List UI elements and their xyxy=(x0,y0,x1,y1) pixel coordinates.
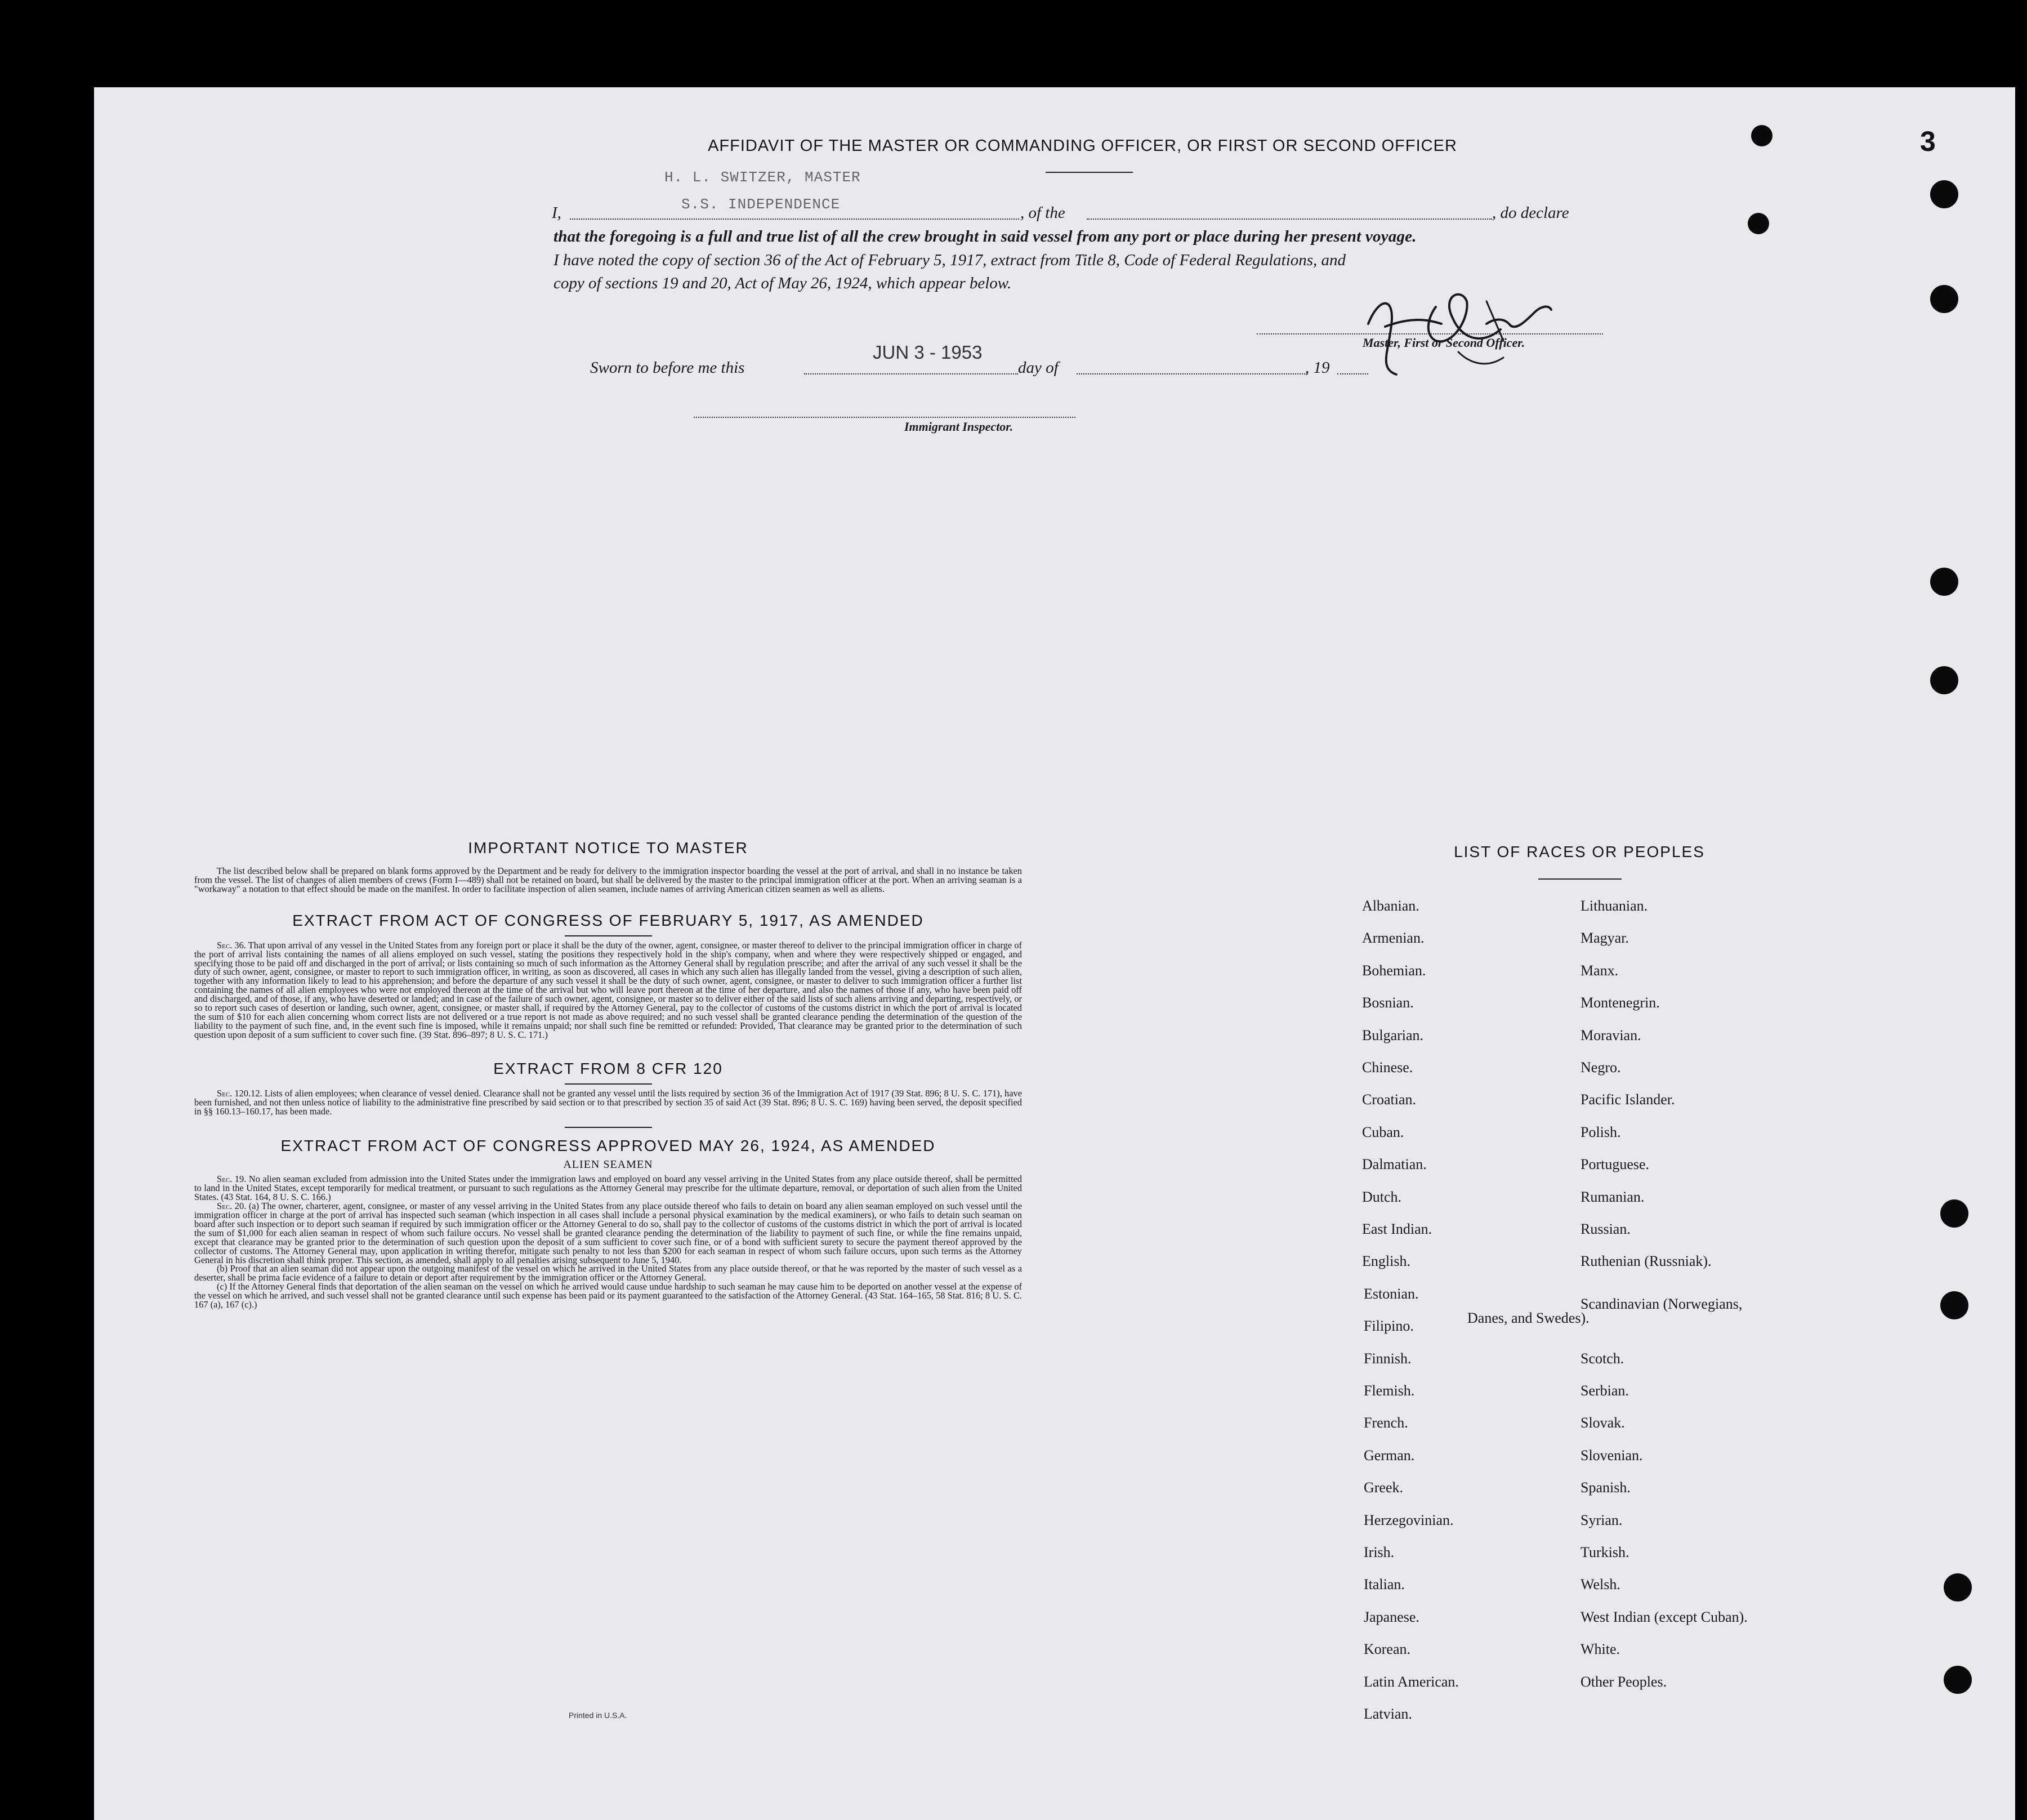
sec-36-body: That upon arrival of any vessel in the United States from any foreign port or place it shall be the duty of the owner, agent, consignee, or master thereof to deliver to the principal immigration officer in charge of the port of arrival lists containing the names of all aliens employed on such vessel, stating the positions they respectively hold in the ship's company, when and where they were respectively shipped or engaged, and specifying those to be paid off and discharged in the port of arrival; or lists containing so much of such information as the Attorney General shall by regulation prescribe; and after the arrival of any such vessel it shall be the duty of such owner, agent, consignee, or master to report to such immigration officer, in writing, as soon as discovered, all cases in which any such alien has illegally landed from the vessel, giving a description of such alien, together with any information likely to lead to his apprehension; and before the departure of any such vessel it shall be the duty of such owner, agent, consignee, or master to deliver to such immigration officer a further list containing the names of all alien employees who were not employed thereon at the time of the arrival but who will leave port thereon at the time of her departure, and also the names of those if any, who have been paid off and discharged, and of those, if any, who have deserted or landed; and in case of the failure of such owner, agent, consignee, or master so to deliver either of the said lists of such aliens arriving and departing, respectively, or so to report such cases of desertion or landing, such owner, agent, consignee, or master shall, if required by the Attorney General, pay to the collector of customs of the customs district in which the port of arrival is located the sum of $10 for each alien concerning whom correct lists are not delivered or a true report is not made as above required; and no such vessel shall be granted clearance pending the determination of the question of the liability to the payment of such fine, and, in the event such fine is imposed, while it remains unpaid; nor shall such fine be remitted or refunded: Provided, That clearance may be granted prior to the determination of such question upon deposit of a sum sufficient to cover such fine. (39 Stat. 896–897; 8 U. S. C. 171.) xyxy=(194,939,1022,1040)
race-item: Albanian. xyxy=(1362,898,1419,914)
race-item: Armenian. xyxy=(1362,930,1425,947)
race-item: Greek. xyxy=(1364,1479,1404,1496)
vessel-fill-line xyxy=(1087,218,1492,220)
inspector-label: Immigrant Inspector. xyxy=(904,420,1014,434)
rule xyxy=(565,1083,652,1085)
do-declare-label: , do declare xyxy=(1492,204,1569,222)
typed-master-name: H. L. SWITZER, MASTER xyxy=(664,169,861,186)
sec-19-text xyxy=(194,1175,1022,1202)
race-item: Scotch. xyxy=(1580,1350,1624,1367)
race-item: Turkish. xyxy=(1580,1544,1629,1560)
sec-120-label: Sec. 120.12. xyxy=(217,1087,262,1099)
race-item: Cuban. xyxy=(1362,1123,1404,1140)
race-item: Magyar. xyxy=(1580,930,1629,947)
punch-hole xyxy=(1930,180,1958,208)
extract-1924-title: EXTRACT FROM ACT OF CONGRESS APPROVED MAY 26, 1924, AS AMENDED xyxy=(280,1137,936,1155)
race-item: Italian. xyxy=(1364,1576,1405,1593)
race-item: Finnish. xyxy=(1364,1350,1412,1367)
race-item: Welsh. xyxy=(1580,1576,1620,1593)
race-item: Syrian. xyxy=(1580,1511,1623,1528)
race-item: Scandinavian (Norwegians, xyxy=(1580,1295,1743,1312)
nineteen-label: , 19 xyxy=(1305,359,1330,377)
name-fill-line xyxy=(570,218,1019,220)
race-item: Manx. xyxy=(1580,962,1619,979)
race-item: Japanese. xyxy=(1364,1608,1419,1625)
race-item: West Indian (except Cuban). xyxy=(1580,1608,1748,1625)
race-item: Slovenian. xyxy=(1580,1447,1643,1464)
race-item: English. xyxy=(1362,1253,1410,1270)
race-item: Dutch. xyxy=(1362,1188,1402,1205)
of-the-label: , of the xyxy=(1020,204,1065,222)
sec-120-body: Lists of alien employees; when clearance of vessel denied. Clearance shall not be granted any vessel until the lists required by section 36 of the Immigration Act of 1917 (39 Stat. 896; 8 U. S. C. 171), have been furnished, and not then unless notice of liability to the administrative fine prescribed by said section or to that prescribed by section 35 of said Act (39 Stat. 896; 8 U. S. C. 169) having been served, the deposit specified in §§ 160.13–160.17, has been made. xyxy=(194,1087,1022,1117)
race-item: Serbian. xyxy=(1580,1382,1629,1399)
race-item: Bosnian. xyxy=(1362,994,1414,1011)
sec-20a-text xyxy=(194,1202,1022,1264)
race-item: Bulgarian. xyxy=(1362,1027,1424,1043)
left-column xyxy=(194,839,1022,1309)
sec-20-label: Sec. 20. xyxy=(217,1201,247,1212)
race-item: Dalmatian. xyxy=(1362,1156,1427,1173)
extract-1917-text xyxy=(194,941,1022,1040)
race-item: White. xyxy=(1580,1641,1620,1658)
extract-1917-title: EXTRACT FROM ACT OF CONGRESS OF FEBRUARY 5, 1917, AS AMENDED xyxy=(292,911,924,929)
sworn-label: Sworn to before me this xyxy=(590,359,745,377)
race-item: Latin American. xyxy=(1364,1673,1459,1690)
race-item: Irish. xyxy=(1364,1544,1395,1560)
race-item: German. xyxy=(1364,1447,1415,1464)
race-item: Negro. xyxy=(1580,1059,1621,1076)
rule xyxy=(565,1127,652,1128)
race-item: Polish. xyxy=(1580,1123,1621,1140)
race-item: Rumanian. xyxy=(1580,1188,1645,1205)
declaration-line-3: copy of sections 19 and 20, Act of May 26, 1924, which appear below. xyxy=(553,274,1012,292)
race-item: Spanish. xyxy=(1580,1479,1631,1496)
race-item: French. xyxy=(1364,1415,1408,1431)
sec-19-body: No alien seaman excluded from admission into the United States under the immigration laws and employed on board any vessel arriving in the United States from any place outside thereof, shall be permitted to land in the United States, except temporarily for medical treatment, or pursuant to such regulations as the Attorney General may prescribe for the ultimate departure, removal, or deportation of such alien from the United States. (43 Stat. 164, 8 U. S. C. 166.) xyxy=(194,1174,1023,1203)
race-item: Portuguese. xyxy=(1580,1156,1650,1173)
races-title: LIST OF RACES OR PEOPLES xyxy=(1454,843,1705,860)
race-item: Latvian. xyxy=(1364,1706,1412,1722)
sec-36-label: Sec. 36. xyxy=(217,939,246,951)
punch-hole xyxy=(1940,1291,1968,1319)
notice-text: The list described below shall be prepared on blank forms approved by the Department and be ready for delivery to the immigration inspector boarding the vessel at the port of arrival, and shall in no instance be taken from the vessel. The list of changes of alien members of crews (Form I—489) shall not be retained on board, but shall be delivered by the master to the principal immigration officer at the port. When an arriving seaman is a "workaway" a notation to that effect should be made on the manifest. In order to facilitate inspection of alien seamen, include names of arriving American citizen seamen as well as aliens. xyxy=(194,866,1022,894)
punch-hole xyxy=(1944,1573,1972,1602)
sworn-month-line xyxy=(1077,373,1307,374)
punch-hole xyxy=(1940,1199,1968,1228)
sworn-day-line xyxy=(804,373,1018,374)
declaration-line-2: I have noted the copy of section 36 of the Act of February 5, 1917, extract from Title 8, Code of Federal Regulations, and xyxy=(553,251,1346,269)
race-item: Ruthenian (Russniak). xyxy=(1580,1253,1712,1270)
races-title-underline xyxy=(1538,878,1622,880)
day-of-label: day of xyxy=(1018,359,1059,377)
race-item: Pacific Islander. xyxy=(1580,1091,1675,1108)
inspector-signature-line xyxy=(694,417,1075,418)
sec-20a-body: (a) The owner, charterer, agent, consignee, or master of any vessel arriving in the United States from any place outside thereof who fails to detain on board any alien seaman employed on such vessel until the immigration officer in charge at the port of arrival has inspected such seaman (which inspection in all cases shall include a personal physical examination by the medical examiners), or who fails to detain such seaman on board after such inspection or to deport such seaman if required by such immigration officer or the Attorney General to do so, shall pay to the collector of customs of the customs district in which the port of arrival is located the sum of $1,000 for each alien seaman in respect of whom such failure occurs. No vessel shall be granted clearance pending the determination of the liability to payment of such fine, or while the fine remains unpaid, except that clearance may be granted prior to the determination of such question upon the deposit of a sum sufficient to cover such fine, or of a bond with sufficient surety to secure the payment thereof approved by the collector of customs. The Attorney General may, upon application in writing therefor, mitigate such penalty to not less than $200 for each seaman in respect of whom such failure occurs, upon such terms as the Attorney General in his discretion shall think proper. This section, as amended, shall apply to all penalties arising subsequent to June 5, 1940. xyxy=(194,1201,1022,1265)
race-item: Filipino. xyxy=(1364,1318,1414,1335)
race-item: East Indian. xyxy=(1362,1221,1432,1237)
race-item: Croatian. xyxy=(1362,1091,1417,1108)
race-item: Montenegrin. xyxy=(1580,994,1660,1011)
punch-hole xyxy=(1748,213,1769,234)
notice-title: IMPORTANT NOTICE TO MASTER xyxy=(468,839,748,857)
extract-cfr-title: EXTRACT FROM 8 CFR 120 xyxy=(493,1059,723,1077)
punch-hole xyxy=(1930,568,1958,596)
i-label: I, xyxy=(552,204,561,222)
officer-label: Master, First or Second Officer. xyxy=(1363,336,1525,350)
punch-hole xyxy=(1944,1666,1972,1694)
title-underline xyxy=(1046,172,1133,173)
race-item: Other Peoples. xyxy=(1580,1673,1667,1690)
sec-20c-text: (c) If the Attorney General finds that deportation of the alien seaman on the vessel on which he arrived would cause undue hardship to such seaman he may cause him to be deported on another vessel at the expense of the vessel on which he arrived, and such vessel shall not be granted clearance until such expense has been paid or its payment guaranteed to the satisfaction of the Attorney General. (43 Stat. 164–165, 58 Stat. 816; 8 U. S. C. 167 (a), 167 (c).) xyxy=(194,1281,1022,1310)
race-item: Russian. xyxy=(1580,1221,1631,1237)
race-item: Lithuanian. xyxy=(1580,898,1648,914)
race-item: Korean. xyxy=(1364,1641,1411,1658)
alien-seamen-subtitle: ALIEN SEAMEN xyxy=(563,1158,653,1171)
punch-hole xyxy=(1751,125,1772,146)
race-item: Estonian. xyxy=(1364,1285,1419,1302)
race-item: Herzegovinian. xyxy=(1364,1511,1454,1528)
race-item: Chinese. xyxy=(1362,1059,1413,1076)
extract-cfr-text xyxy=(194,1089,1022,1116)
sworn-year-line xyxy=(1337,373,1368,374)
signature xyxy=(1357,284,1571,380)
typed-vessel-name: S.S. INDEPENDENCE xyxy=(681,196,841,213)
race-item: Danes, and Swedes). xyxy=(1467,1309,1590,1326)
printed-in-usa: Printed in U.S.A. xyxy=(569,1711,627,1720)
race-item: Moravian. xyxy=(1580,1027,1641,1043)
rule xyxy=(565,935,652,936)
date-stamp: JUN 3 - 1953 xyxy=(873,342,983,363)
sec-19-label: Sec. 19. xyxy=(217,1174,247,1185)
affidavit-title: AFFIDAVIT OF THE MASTER OR COMMANDING OFFICER, OR FIRST OR SECOND OFFICER xyxy=(708,137,1457,155)
race-item: Bohemian. xyxy=(1362,962,1426,979)
declaration-line-1: that the foregoing is a full and true list of all the crew brought in said vessel from any port or place during her present voyage. xyxy=(553,227,1417,246)
punch-hole xyxy=(1930,285,1958,313)
race-item: Slovak. xyxy=(1580,1415,1625,1431)
page-number: 3 xyxy=(1920,126,1936,157)
punch-hole xyxy=(1930,666,1958,694)
race-item: Flemish. xyxy=(1364,1382,1415,1399)
sec-20b-text: (b) Proof that an alien seaman did not appear upon the outgoing manifest of the vessel on which he arrived in the United States from any place outside thereof, or that he was reported by the master of such vessel as a deserter, shall be prima facie evidence of a failure to detain or deport after requirement by the immigration officer or the Attorney General. xyxy=(194,1263,1022,1283)
